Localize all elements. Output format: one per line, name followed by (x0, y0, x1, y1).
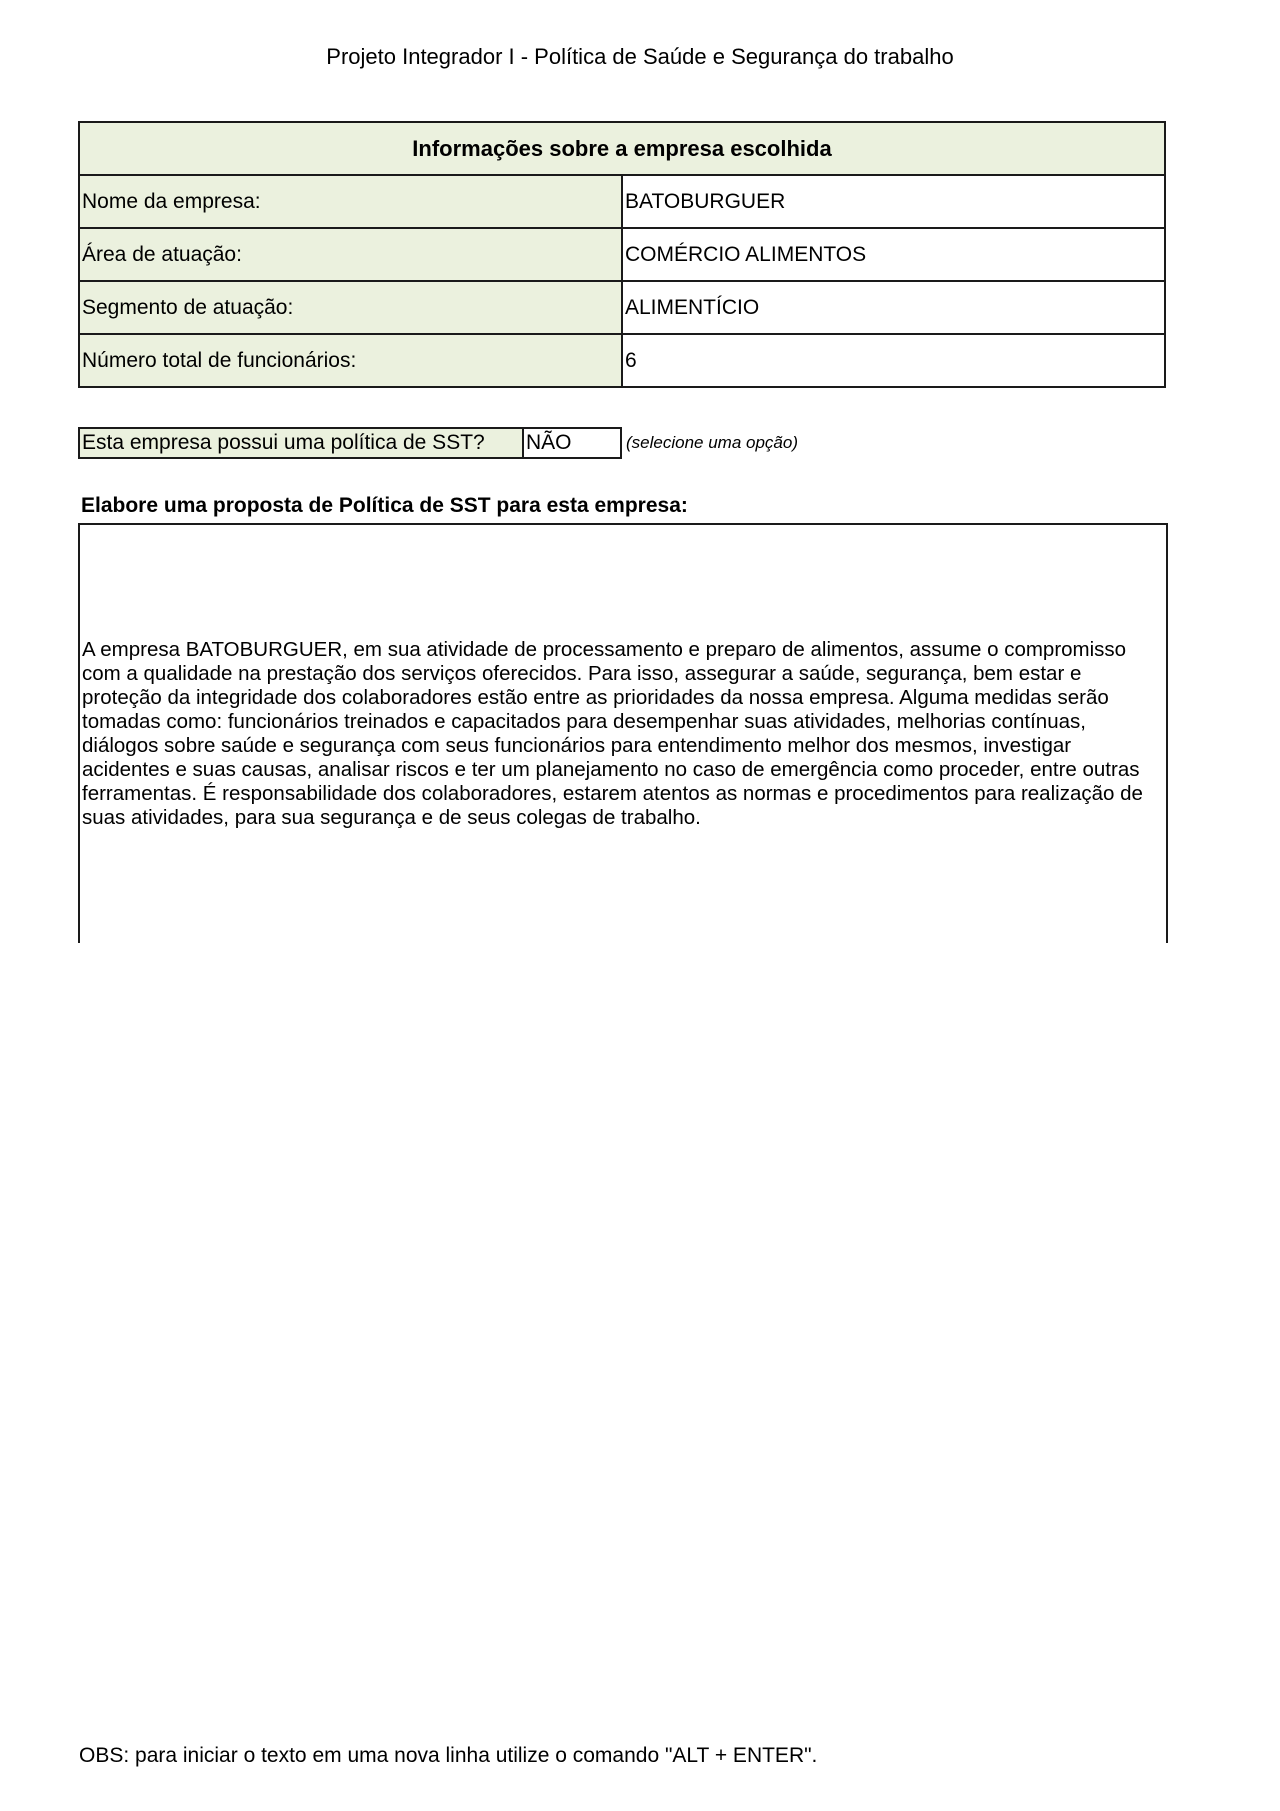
employee-count-row (79, 334, 1165, 387)
footer-note: OBS: para iniciar o texto em uma nova linha utilize o comando "ALT + ENTER". (79, 1744, 818, 1767)
proposal-text: A empresa BATOBURGUER, em sua atividade de processamento e preparo de alimentos, assume o compromisso com a qualidade na prestação dos serviços oferecidos. Para isso, assegurar a saúde, segurança, bem estar e proteção da integridade dos colaboradores estão entre as prioridades da nossa empresa. Alguma medidas serão tomadas como: funcionários treinados e capacitados para desempenhar suas atividades, melhorias contínuas, diálogos sobre saúde e segurança com seus funcionários para entendimento melhor dos mesmos, investigar acidentes e suas causas, analisar riscos e ter um planejamento no caso de emergência como proceder, entre outras ferramentas. É responsabilidade dos colaboradores, estarem atentos as normas e procedimentos para realização de suas atividades, para sua segurança e de seus colegas de trabalho. (82, 638, 1143, 829)
sst-policy-question: Esta empresa possui uma política de SST? (78, 427, 524, 459)
sst-policy-answer-select[interactable]: NÃO (524, 427, 622, 459)
page-title: Projeto Integrador I - Política de Saúde e Segurança do trabalho (326, 44, 954, 69)
company-name-label: Nome da empresa: (79, 175, 622, 228)
sst-policy-hint: (selecione uma opção) (626, 433, 798, 452)
business-area-value[interactable]: COMÉRCIO ALIMENTOS (622, 228, 1165, 281)
business-area-label: Área de atuação: (79, 228, 622, 281)
company-info-header-row (79, 122, 1165, 175)
company-info-heading: Informações sobre a empresa escolhida (79, 122, 1165, 175)
sst-policy-row (78, 427, 798, 459)
proposal-text-box[interactable] (78, 523, 1168, 943)
business-segment-value[interactable]: ALIMENTÍCIO (622, 281, 1165, 334)
company-name-value[interactable]: BATOBURGUER (622, 175, 1165, 228)
proposal-heading: Elabore uma proposta de Política de SST para esta empresa: (81, 494, 688, 517)
business-segment-label: Segmento de atuação: (79, 281, 622, 334)
business-segment-row (79, 281, 1165, 334)
company-name-row (79, 175, 1165, 228)
employee-count-label: Número total de funcionários: (79, 334, 622, 387)
employee-count-value[interactable]: 6 (622, 334, 1165, 387)
business-area-row (79, 228, 1165, 281)
company-info-table (78, 121, 1166, 388)
